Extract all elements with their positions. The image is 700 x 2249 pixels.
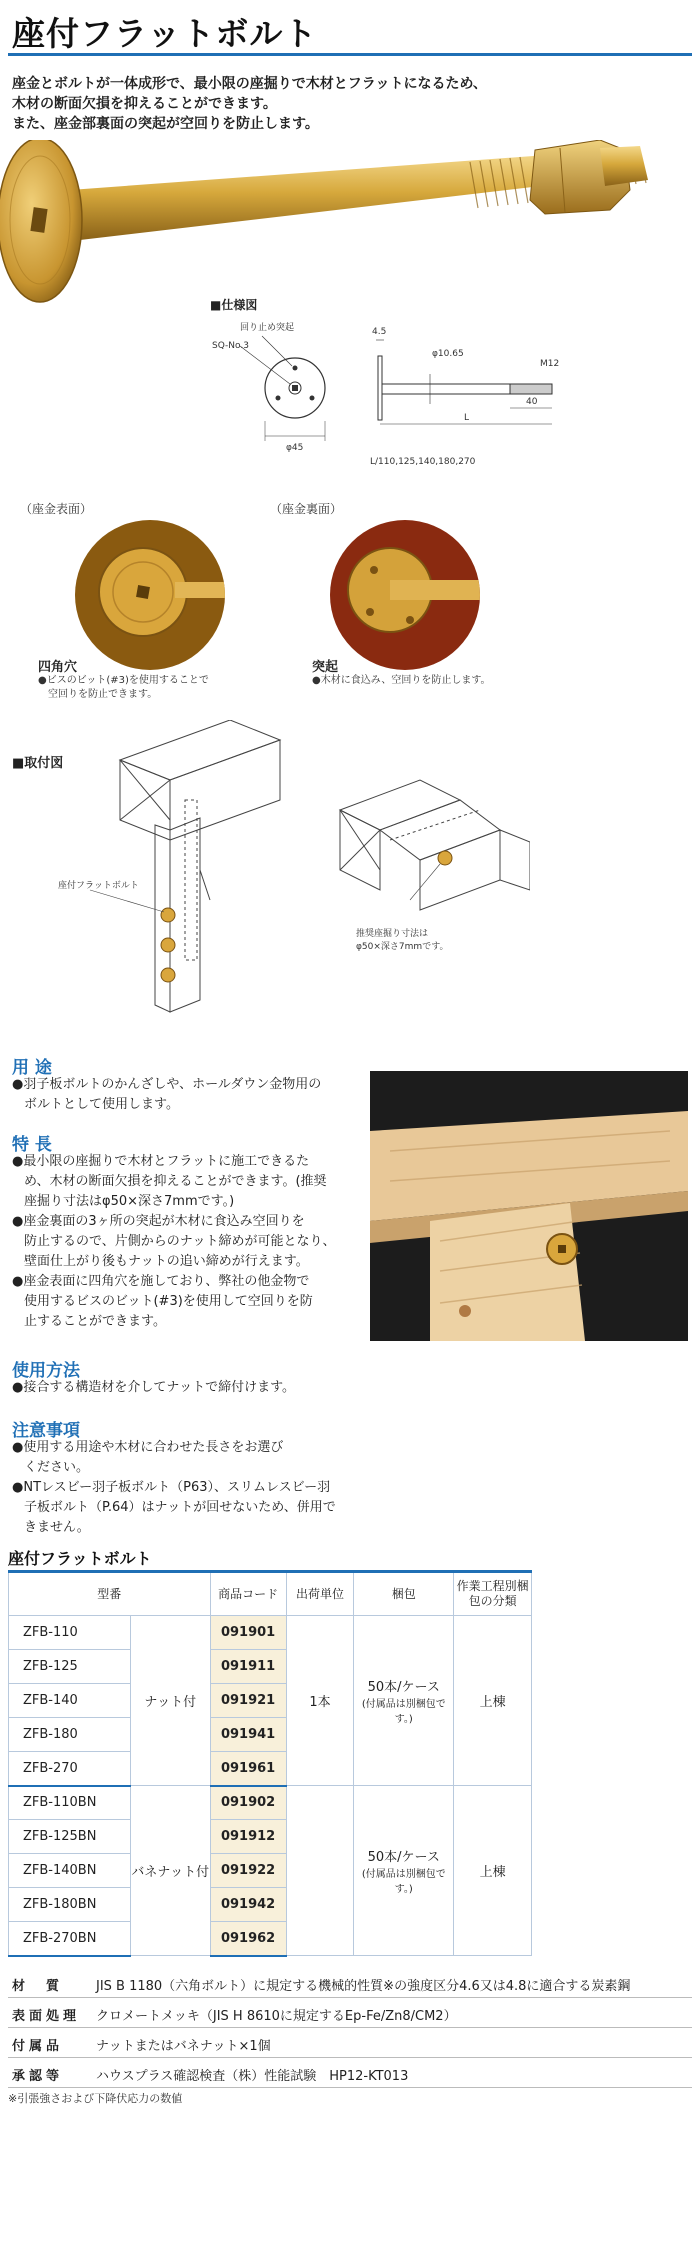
spec-row-surface [8, 1998, 692, 2028]
option-cell: バネナット付 [130, 1786, 210, 1956]
pack-cell [354, 1616, 454, 1786]
install-note-line: φ50×深さ7mmです。 [356, 942, 449, 952]
features-text [12, 1152, 357, 1332]
option-cell: ナット付 [130, 1616, 210, 1786]
washer-back-photo [330, 520, 480, 670]
spec-value: ハウスプラス確認検査（株）性能試験 HP12-KT013 [96, 2069, 409, 2084]
table-row [9, 1786, 532, 1820]
code-cell: 091912 [210, 1820, 286, 1854]
washer-back-caption: ●木材に食込み、空回りを防止します。 [312, 675, 491, 686]
features-line: ●最小限の座掘りで木材とフラットに施工できるた [12, 1154, 310, 1169]
caution-line: ●NTレスビー羽子板ボルト（P63）、スリムレスビー羽 [12, 1480, 331, 1495]
washer-front-photo [75, 520, 225, 670]
features-line: 壁面仕上がり後もナットの追い締めが行えます。 [24, 1254, 309, 1269]
category-cell: 上棟 [454, 1786, 532, 1956]
intro-text [12, 74, 652, 134]
features-line: ●座金裏面の3ヶ所の突起が木材に食込み空回りを [12, 1214, 305, 1229]
dim-washer-dia: φ45 [286, 443, 304, 453]
table-title: 座付フラットボルト [8, 1549, 152, 1568]
features-line: 座掘り寸法はφ50×深さ7mmです。) [24, 1194, 235, 1209]
code-cell: 091962 [210, 1922, 286, 1956]
model-cell: ZFB-140BN [9, 1854, 131, 1888]
product-table [8, 1570, 532, 1957]
model-cell: ZFB-270 [9, 1752, 131, 1786]
spec-key: 付属品 [12, 2039, 64, 2054]
caution-line: きません。 [24, 1520, 90, 1535]
features-heading: 特 長 [12, 1135, 52, 1155]
table-row [9, 1616, 532, 1650]
spec-note-sq: SQ-No.3 [212, 341, 249, 351]
header-model: 型番 [9, 1572, 211, 1616]
install-note [356, 928, 448, 954]
code-cell: 091961 [210, 1752, 286, 1786]
features-line: 使用するビスのビット(#3)を使用して空回りを防 [24, 1294, 313, 1309]
spec-key: 承認等 [12, 2069, 64, 2084]
model-cell: ZFB-140 [9, 1684, 131, 1718]
pack-value: 50本/ケース [367, 1680, 440, 1695]
method-text: ●接合する構造材を介してナットで締付けます。 [12, 1380, 296, 1395]
features-line: ●座金表面に四角穴を施しており、弊社の他金物で [12, 1274, 310, 1289]
spec-list [8, 1968, 692, 2088]
washer-front-caption [38, 674, 209, 702]
header-unit: 出荷単位 [286, 1572, 354, 1616]
spec-value: JIS B 1180（六角ボルト）に規定する機械的性質※の強度区分4.6又は4.8に適合する炭素鋼 [96, 1979, 631, 1994]
spec-row-accessories [8, 2028, 692, 2058]
spec-key: 材 質 [12, 1979, 64, 1994]
unit-cell: 1本 [286, 1616, 354, 1786]
unit-cell [286, 1786, 354, 1956]
washer-front-label: （座金表面） [20, 502, 93, 516]
spec-drawing [210, 296, 610, 476]
usage-line: ボルトとして使用します。 [24, 1097, 179, 1112]
caution-heading: 注意事項 [12, 1421, 80, 1441]
washer-back-caption-title: 突起 [312, 660, 339, 675]
usage-heading: 用 途 [12, 1058, 52, 1078]
code-cell: 091941 [210, 1718, 286, 1752]
features-line: 防止するので、片側からのナット締めが可能となり、 [24, 1234, 336, 1249]
install-label: ■取付図 [12, 756, 64, 771]
features-line: 止することができます。 [24, 1314, 166, 1329]
title-bar [8, 6, 692, 56]
footnote: ※引張強さおよび下降伏応力の数値 [8, 2092, 183, 2105]
model-cell: ZFB-180BN [9, 1888, 131, 1922]
washer-front-caption-line: ●ビスのビット(#3)を使用することで [38, 675, 209, 686]
model-cell: ZFB-110 [9, 1616, 131, 1650]
spec-label: ■仕様図 [210, 298, 258, 312]
spec-note-anti-rotation: 回り止め突起 [240, 323, 295, 333]
code-cell: 091901 [210, 1616, 286, 1650]
category-cell: 上棟 [454, 1616, 532, 1786]
installed-photo [370, 1071, 688, 1341]
model-cell: ZFB-180 [9, 1718, 131, 1752]
code-cell: 091911 [210, 1650, 286, 1684]
intro-line: 木材の断面欠損を抑えることができます。 [12, 96, 277, 112]
spec-diagram-svg [210, 296, 610, 476]
dim-lengths: L/110,125,140,180,270 [370, 457, 476, 467]
dim-length: L [464, 413, 470, 423]
washer-front-caption-title: 四角穴 [38, 660, 78, 675]
table-header-row [9, 1572, 532, 1616]
intro-line: 座金とボルトが一体成形で、最小限の座掘りで木材とフラットになるため、 [12, 76, 487, 92]
pack-cell [354, 1786, 454, 1956]
pack-note: (付属品は別梱包です。) [361, 1699, 446, 1725]
dim-thread: M12 [540, 359, 560, 369]
code-cell: 091942 [210, 1888, 286, 1922]
intro-line: また、座金部裏面の突起が空回りを防止します。 [12, 116, 319, 132]
spec-value: クロメートメッキ（JIS H 8610に規定するEp-Fe/Zn8/CM2） [96, 2009, 457, 2024]
spec-row-approval [8, 2058, 692, 2088]
code-cell: 091921 [210, 1684, 286, 1718]
pack-value: 50本/ケース [367, 1850, 440, 1865]
header-category: 作業工程別梱包の分類 [454, 1572, 532, 1616]
dim-thread-length: 40 [526, 397, 538, 407]
code-cell: 091902 [210, 1786, 286, 1820]
install-note-line: 推奨座掘り寸法は [356, 929, 429, 939]
model-cell: ZFB-125BN [9, 1820, 131, 1854]
washer-back-label: （座金裏面） [270, 502, 343, 516]
model-cell: ZFB-110BN [9, 1786, 131, 1820]
install-diagram-vertical [60, 720, 290, 1030]
page-title: 座付フラットボルト [12, 14, 318, 53]
features-line: め、木材の断面欠損を抑えることができます。(推奨 [24, 1174, 327, 1189]
model-cell: ZFB-270BN [9, 1922, 131, 1956]
dim-head-thickness: 4.5 [372, 327, 387, 337]
spec-value: ナットまたはバネナット×1個 [96, 2039, 271, 2054]
code-cell: 091922 [210, 1854, 286, 1888]
caution-line: ●使用する用途や木材に合わせた長さをお選び [12, 1440, 284, 1455]
install-diagram-horizontal [330, 770, 530, 920]
header-pack: 梱包 [354, 1572, 454, 1616]
dim-shaft-dia: φ10.65 [432, 349, 464, 359]
washer-front-caption-line: 空回りを防止できます。 [48, 689, 158, 700]
pack-note: (付属品は別梱包です。) [361, 1869, 446, 1895]
usage-line: ●羽子板ボルトのかんざしや、ホールダウン金物用の [12, 1077, 322, 1092]
caution-line: 子板ボルト（P.64）はナットが回せないため、併用で [24, 1500, 336, 1515]
method-heading: 使用方法 [12, 1361, 80, 1381]
usage-text [12, 1075, 357, 1115]
hero-bolt-image [0, 140, 700, 310]
caution-line: ください。 [24, 1460, 90, 1475]
spec-row-material [8, 1968, 692, 1998]
header-code: 商品コード [210, 1572, 286, 1616]
spec-key: 表面処理 [12, 2009, 81, 2024]
model-cell: ZFB-125 [9, 1650, 131, 1684]
caution-text [12, 1438, 357, 1538]
install-bolt-label: 座付フラットボルト [58, 881, 139, 891]
